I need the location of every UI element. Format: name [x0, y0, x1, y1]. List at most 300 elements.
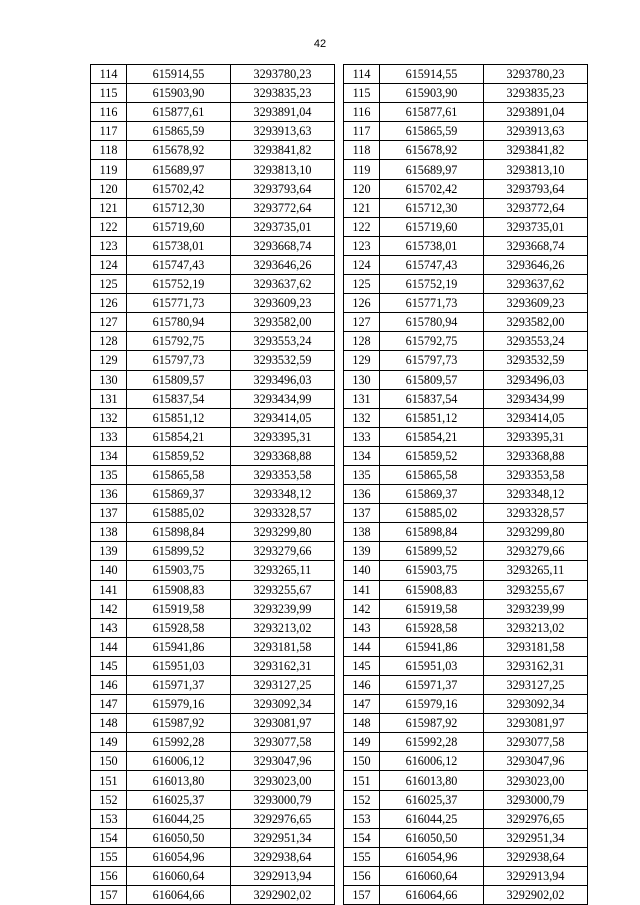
y-coordinate-cell: 3293668,74	[484, 236, 588, 255]
y-coordinate-cell: 3293891,04	[484, 103, 588, 122]
x-coordinate-cell: 616054,96	[380, 847, 484, 866]
y-coordinate-cell: 3293328,57	[484, 504, 588, 523]
point-number-cell: 129	[344, 351, 380, 370]
point-number-cell: 132	[91, 408, 127, 427]
x-coordinate-cell: 615865,59	[127, 122, 231, 141]
x-coordinate-cell: 616044,25	[380, 809, 484, 828]
point-number-cell: 138	[344, 523, 380, 542]
x-coordinate-cell: 615928,58	[127, 618, 231, 637]
y-coordinate-cell: 3292913,94	[484, 866, 588, 885]
y-coordinate-cell: 3293780,23	[231, 65, 335, 84]
y-coordinate-cell: 3293127,25	[484, 676, 588, 695]
table-row	[91, 809, 335, 828]
point-number-cell: 121	[344, 198, 380, 217]
point-number-cell: 126	[91, 294, 127, 313]
x-coordinate-cell: 615747,43	[127, 255, 231, 274]
x-coordinate-cell: 615908,83	[127, 580, 231, 599]
x-coordinate-cell: 615771,73	[127, 294, 231, 313]
table-row	[344, 122, 588, 141]
x-coordinate-cell: 615859,52	[380, 446, 484, 465]
point-number-cell: 157	[344, 886, 380, 905]
table-row	[91, 714, 335, 733]
table-row	[344, 809, 588, 828]
y-coordinate-cell: 3293299,80	[484, 523, 588, 542]
y-coordinate-cell: 3293181,58	[484, 637, 588, 656]
point-number-cell: 155	[344, 847, 380, 866]
x-coordinate-cell: 615903,75	[127, 561, 231, 580]
x-coordinate-cell: 615780,94	[380, 313, 484, 332]
table-row	[91, 179, 335, 198]
y-coordinate-cell: 3292938,64	[231, 847, 335, 866]
y-coordinate-cell: 3293553,24	[231, 332, 335, 351]
x-coordinate-cell: 615903,75	[380, 561, 484, 580]
table-row	[91, 733, 335, 752]
y-coordinate-cell: 3292951,34	[231, 828, 335, 847]
point-number-cell: 133	[344, 427, 380, 446]
x-coordinate-cell: 616050,50	[127, 828, 231, 847]
x-coordinate-cell: 615689,97	[380, 160, 484, 179]
table-row	[91, 351, 335, 370]
point-number-cell: 124	[344, 255, 380, 274]
y-coordinate-cell: 3293496,03	[231, 370, 335, 389]
table-row	[91, 752, 335, 771]
x-coordinate-cell: 616006,12	[127, 752, 231, 771]
y-coordinate-cell: 3293092,34	[231, 695, 335, 714]
x-coordinate-cell: 615919,58	[127, 599, 231, 618]
table-row	[344, 408, 588, 427]
y-coordinate-cell: 3293735,01	[484, 217, 588, 236]
x-coordinate-cell: 615792,75	[127, 332, 231, 351]
point-number-cell: 131	[344, 389, 380, 408]
point-number-cell: 130	[344, 370, 380, 389]
x-coordinate-cell: 615851,12	[380, 408, 484, 427]
point-number-cell: 153	[91, 809, 127, 828]
x-coordinate-cell: 615780,94	[127, 313, 231, 332]
table-row	[91, 313, 335, 332]
table-row	[344, 255, 588, 274]
point-number-cell: 136	[91, 485, 127, 504]
x-coordinate-cell: 615771,73	[380, 294, 484, 313]
x-coordinate-cell: 615865,58	[127, 465, 231, 484]
y-coordinate-cell: 3293609,23	[484, 294, 588, 313]
point-number-cell: 122	[344, 217, 380, 236]
y-coordinate-cell: 3293023,00	[231, 771, 335, 790]
y-coordinate-cell: 3293213,02	[231, 618, 335, 637]
point-number-cell: 152	[344, 790, 380, 809]
coordinates-table-left-body	[91, 65, 335, 905]
x-coordinate-cell: 615678,92	[127, 141, 231, 160]
page-number: 42	[313, 38, 327, 50]
y-coordinate-cell: 3293891,04	[231, 103, 335, 122]
table-row	[91, 618, 335, 637]
point-number-cell: 116	[344, 103, 380, 122]
x-coordinate-cell: 615809,57	[127, 370, 231, 389]
table-row	[344, 695, 588, 714]
table-row	[91, 695, 335, 714]
table-row	[344, 446, 588, 465]
point-number-cell: 144	[344, 637, 380, 656]
y-coordinate-cell: 3293609,23	[231, 294, 335, 313]
y-coordinate-cell: 3293265,11	[231, 561, 335, 580]
x-coordinate-cell: 615898,84	[127, 523, 231, 542]
point-number-cell: 118	[91, 141, 127, 160]
point-number-cell: 127	[344, 313, 380, 332]
table-row	[91, 504, 335, 523]
x-coordinate-cell: 615809,57	[380, 370, 484, 389]
point-number-cell: 143	[91, 618, 127, 637]
x-coordinate-cell: 615914,55	[127, 65, 231, 84]
x-coordinate-cell: 615854,21	[380, 427, 484, 446]
y-coordinate-cell: 3292976,65	[231, 809, 335, 828]
x-coordinate-cell: 615877,61	[127, 103, 231, 122]
y-coordinate-cell: 3293772,64	[484, 198, 588, 217]
point-number-cell: 117	[91, 122, 127, 141]
x-coordinate-cell: 615837,54	[127, 389, 231, 408]
x-coordinate-cell: 615865,58	[380, 465, 484, 484]
point-number-cell: 157	[91, 886, 127, 905]
table-row	[91, 122, 335, 141]
y-coordinate-cell: 3293414,05	[484, 408, 588, 427]
y-coordinate-cell: 3293780,23	[484, 65, 588, 84]
x-coordinate-cell: 615865,59	[380, 122, 484, 141]
point-number-cell: 115	[91, 84, 127, 103]
y-coordinate-cell: 3292902,02	[231, 886, 335, 905]
table-row	[91, 542, 335, 561]
point-number-cell: 148	[91, 714, 127, 733]
table-row	[91, 580, 335, 599]
y-coordinate-cell: 3293637,62	[484, 275, 588, 294]
y-coordinate-cell: 3293047,96	[484, 752, 588, 771]
y-coordinate-cell: 3293434,99	[231, 389, 335, 408]
table-row	[344, 847, 588, 866]
y-coordinate-cell: 3293582,00	[231, 313, 335, 332]
point-number-cell: 139	[91, 542, 127, 561]
point-number-cell: 129	[91, 351, 127, 370]
x-coordinate-cell: 615899,52	[380, 542, 484, 561]
point-number-cell: 141	[91, 580, 127, 599]
table-row	[344, 771, 588, 790]
point-number-cell: 115	[344, 84, 380, 103]
table-row	[344, 427, 588, 446]
point-number-cell: 145	[344, 656, 380, 675]
point-number-cell: 149	[344, 733, 380, 752]
table-row	[91, 465, 335, 484]
y-coordinate-cell: 3293646,26	[484, 255, 588, 274]
x-coordinate-cell: 615792,75	[380, 332, 484, 351]
y-coordinate-cell: 3293299,80	[231, 523, 335, 542]
y-coordinate-cell: 3293841,82	[231, 141, 335, 160]
coordinates-table-left	[90, 64, 335, 905]
table-row	[91, 255, 335, 274]
x-coordinate-cell: 616006,12	[380, 752, 484, 771]
table-row	[91, 886, 335, 905]
y-coordinate-cell: 3293434,99	[484, 389, 588, 408]
point-number-cell: 140	[91, 561, 127, 580]
point-number-cell: 117	[344, 122, 380, 141]
point-number-cell: 139	[344, 542, 380, 561]
point-number-cell: 124	[91, 255, 127, 274]
table-row	[91, 866, 335, 885]
x-coordinate-cell: 615869,37	[380, 485, 484, 504]
point-number-cell: 138	[91, 523, 127, 542]
point-number-cell: 140	[344, 561, 380, 580]
point-number-cell: 146	[91, 676, 127, 695]
point-number-cell: 152	[91, 790, 127, 809]
x-coordinate-cell: 616013,80	[127, 771, 231, 790]
table-row	[91, 236, 335, 255]
table-row	[91, 446, 335, 465]
x-coordinate-cell: 616060,64	[380, 866, 484, 885]
x-coordinate-cell: 615987,92	[127, 714, 231, 733]
y-coordinate-cell: 3293841,82	[484, 141, 588, 160]
y-coordinate-cell: 3293255,67	[484, 580, 588, 599]
x-coordinate-cell: 615885,02	[380, 504, 484, 523]
table-row	[91, 523, 335, 542]
x-coordinate-cell: 615797,73	[127, 351, 231, 370]
coordinates-table-right	[343, 64, 588, 905]
y-coordinate-cell: 3293181,58	[231, 637, 335, 656]
x-coordinate-cell: 616054,96	[127, 847, 231, 866]
x-coordinate-cell: 615919,58	[380, 599, 484, 618]
y-coordinate-cell: 3293000,79	[231, 790, 335, 809]
y-coordinate-cell: 3293265,11	[484, 561, 588, 580]
point-number-cell: 145	[91, 656, 127, 675]
table-row	[344, 179, 588, 198]
y-coordinate-cell: 3293532,59	[231, 351, 335, 370]
y-coordinate-cell: 3293127,25	[231, 676, 335, 695]
table-row	[91, 141, 335, 160]
x-coordinate-cell: 615702,42	[380, 179, 484, 198]
y-coordinate-cell: 3293162,31	[484, 656, 588, 675]
point-number-cell: 142	[91, 599, 127, 618]
y-coordinate-cell: 3293077,58	[484, 733, 588, 752]
table-row	[344, 217, 588, 236]
table-row	[344, 790, 588, 809]
x-coordinate-cell: 616025,37	[127, 790, 231, 809]
table-row	[91, 160, 335, 179]
point-number-cell: 137	[91, 504, 127, 523]
x-coordinate-cell: 615971,37	[127, 676, 231, 695]
point-number-cell: 130	[91, 370, 127, 389]
point-number-cell: 133	[91, 427, 127, 446]
y-coordinate-cell: 3293239,99	[484, 599, 588, 618]
table-row	[344, 198, 588, 217]
table-row	[91, 275, 335, 294]
y-coordinate-cell: 3293813,10	[231, 160, 335, 179]
point-number-cell: 122	[91, 217, 127, 236]
table-row	[91, 217, 335, 236]
x-coordinate-cell: 615797,73	[380, 351, 484, 370]
y-coordinate-cell: 3293813,10	[484, 160, 588, 179]
x-coordinate-cell: 616050,50	[380, 828, 484, 847]
table-row	[91, 198, 335, 217]
point-number-cell: 128	[344, 332, 380, 351]
point-number-cell: 149	[91, 733, 127, 752]
x-coordinate-cell: 615951,03	[380, 656, 484, 675]
table-row	[344, 275, 588, 294]
point-number-cell: 154	[91, 828, 127, 847]
table-row	[344, 370, 588, 389]
table-row	[91, 561, 335, 580]
table-row	[91, 370, 335, 389]
point-number-cell: 119	[91, 160, 127, 179]
table-row	[344, 294, 588, 313]
x-coordinate-cell: 615678,92	[380, 141, 484, 160]
x-coordinate-cell: 615837,54	[380, 389, 484, 408]
point-number-cell: 121	[91, 198, 127, 217]
point-number-cell: 120	[344, 179, 380, 198]
x-coordinate-cell: 615859,52	[127, 446, 231, 465]
x-coordinate-cell: 615899,52	[127, 542, 231, 561]
y-coordinate-cell: 3292913,94	[231, 866, 335, 885]
x-coordinate-cell: 615738,01	[127, 236, 231, 255]
y-coordinate-cell: 3293279,66	[484, 542, 588, 561]
point-number-cell: 134	[91, 446, 127, 465]
table-row	[344, 351, 588, 370]
table-row	[344, 886, 588, 905]
y-coordinate-cell: 3293239,99	[231, 599, 335, 618]
y-coordinate-cell: 3293532,59	[484, 351, 588, 370]
table-row	[344, 676, 588, 695]
x-coordinate-cell: 616013,80	[380, 771, 484, 790]
x-coordinate-cell: 616044,25	[127, 809, 231, 828]
point-number-cell: 126	[344, 294, 380, 313]
table-row	[91, 84, 335, 103]
table-row	[344, 332, 588, 351]
point-number-cell: 120	[91, 179, 127, 198]
x-coordinate-cell: 615851,12	[127, 408, 231, 427]
point-number-cell: 135	[91, 465, 127, 484]
point-number-cell: 128	[91, 332, 127, 351]
table-row	[91, 637, 335, 656]
table-row	[344, 84, 588, 103]
x-coordinate-cell: 615869,37	[127, 485, 231, 504]
y-coordinate-cell: 3293279,66	[231, 542, 335, 561]
point-number-cell: 136	[344, 485, 380, 504]
y-coordinate-cell: 3293646,26	[231, 255, 335, 274]
y-coordinate-cell: 3293395,31	[484, 427, 588, 446]
table-row	[344, 103, 588, 122]
table-row	[344, 866, 588, 885]
table-row	[91, 599, 335, 618]
table-row	[344, 523, 588, 542]
table-row	[344, 160, 588, 179]
y-coordinate-cell: 3293835,23	[484, 84, 588, 103]
point-number-cell: 153	[344, 809, 380, 828]
y-coordinate-cell: 3293395,31	[231, 427, 335, 446]
point-number-cell: 125	[91, 275, 127, 294]
point-number-cell: 127	[91, 313, 127, 332]
table-row	[344, 561, 588, 580]
point-number-cell: 144	[91, 637, 127, 656]
table-row	[91, 656, 335, 675]
table-row	[344, 313, 588, 332]
x-coordinate-cell: 616060,64	[127, 866, 231, 885]
x-coordinate-cell: 615877,61	[380, 103, 484, 122]
table-row	[344, 542, 588, 561]
point-number-cell: 151	[91, 771, 127, 790]
table-row	[91, 332, 335, 351]
y-coordinate-cell: 3292976,65	[484, 809, 588, 828]
point-number-cell: 123	[344, 236, 380, 255]
y-coordinate-cell: 3293793,64	[231, 179, 335, 198]
coordinates-table-right-body	[344, 65, 588, 905]
table-row	[344, 752, 588, 771]
y-coordinate-cell: 3293077,58	[231, 733, 335, 752]
x-coordinate-cell: 615979,16	[127, 695, 231, 714]
x-coordinate-cell: 615903,90	[127, 84, 231, 103]
y-coordinate-cell: 3293328,57	[231, 504, 335, 523]
point-number-cell: 125	[344, 275, 380, 294]
x-coordinate-cell: 615689,97	[127, 160, 231, 179]
y-coordinate-cell: 3293162,31	[231, 656, 335, 675]
table-row	[91, 294, 335, 313]
point-number-cell: 135	[344, 465, 380, 484]
y-coordinate-cell: 3293092,34	[484, 695, 588, 714]
table-row	[344, 504, 588, 523]
y-coordinate-cell: 3293368,88	[231, 446, 335, 465]
table-row	[91, 103, 335, 122]
y-coordinate-cell: 3292902,02	[484, 886, 588, 905]
y-coordinate-cell: 3293081,97	[231, 714, 335, 733]
point-number-cell: 150	[344, 752, 380, 771]
x-coordinate-cell: 615712,30	[127, 198, 231, 217]
x-coordinate-cell: 615712,30	[380, 198, 484, 217]
table-row	[344, 656, 588, 675]
x-coordinate-cell: 615752,19	[380, 275, 484, 294]
table-row	[91, 389, 335, 408]
table-row	[344, 65, 588, 84]
x-coordinate-cell: 616064,66	[127, 886, 231, 905]
x-coordinate-cell: 615854,21	[127, 427, 231, 446]
point-number-cell: 114	[344, 65, 380, 84]
x-coordinate-cell: 615979,16	[380, 695, 484, 714]
y-coordinate-cell: 3293368,88	[484, 446, 588, 465]
point-number-cell: 137	[344, 504, 380, 523]
y-coordinate-cell: 3293637,62	[231, 275, 335, 294]
y-coordinate-cell: 3293213,02	[484, 618, 588, 637]
x-coordinate-cell: 615914,55	[380, 65, 484, 84]
x-coordinate-cell: 615747,43	[380, 255, 484, 274]
point-number-cell: 131	[91, 389, 127, 408]
y-coordinate-cell: 3293553,24	[484, 332, 588, 351]
x-coordinate-cell: 615719,60	[127, 217, 231, 236]
y-coordinate-cell: 3293913,63	[231, 122, 335, 141]
x-coordinate-cell: 615752,19	[127, 275, 231, 294]
x-coordinate-cell: 616025,37	[380, 790, 484, 809]
x-coordinate-cell: 615951,03	[127, 656, 231, 675]
x-coordinate-cell: 615941,86	[127, 637, 231, 656]
y-coordinate-cell: 3293023,00	[484, 771, 588, 790]
table-row	[91, 771, 335, 790]
x-coordinate-cell: 616064,66	[380, 886, 484, 905]
y-coordinate-cell: 3293047,96	[231, 752, 335, 771]
y-coordinate-cell: 3293255,67	[231, 580, 335, 599]
table-row	[344, 141, 588, 160]
table-row	[344, 733, 588, 752]
y-coordinate-cell: 3293793,64	[484, 179, 588, 198]
x-coordinate-cell: 615702,42	[127, 179, 231, 198]
x-coordinate-cell: 615992,28	[380, 733, 484, 752]
y-coordinate-cell: 3293496,03	[484, 370, 588, 389]
y-coordinate-cell: 3293348,12	[231, 485, 335, 504]
point-number-cell: 151	[344, 771, 380, 790]
table-row	[91, 828, 335, 847]
point-number-cell: 132	[344, 408, 380, 427]
y-coordinate-cell: 3293668,74	[231, 236, 335, 255]
point-number-cell: 134	[344, 446, 380, 465]
table-row	[91, 408, 335, 427]
